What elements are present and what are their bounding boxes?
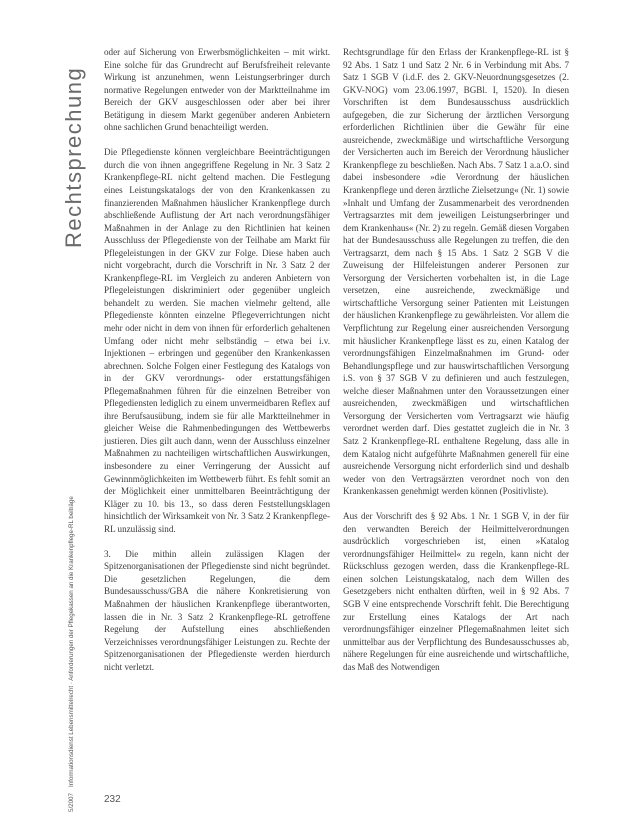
paragraph: Aus der Vorschrift des § 92 Abs. 1 Nr. 1 SGB V, in der für den verwandten Bereich der Heilmittelverordnungen ausdrücklich vorgeschrieben ist, einen »Katalog verordnungsfähiger Heilmittel« zu regeln, kann nicht der Rückschluss gezogen werden, dass die Krankenpflege-RL einen solchen Leistungskatalog, nach dem Willen des Gesetzgebers nicht enthalten dürften, weil in § 92 Abs. 7 SGB V eine entsprechende Vorschrift fehlt. Die Berechtigung zur Erstellung eines Katalogs der Art nach verordnungsfähiger einzelner Pflegemaßnahmen leitet sich unmittelbar aus der Verpflichtung des Bundesausschusses ab, nähere Regelungen für eine ausreichende und wirtschaftliche, das Maß des Notwendigen [343, 511, 569, 672]
right-text-column [343, 46, 569, 686]
left-text-column [104, 46, 330, 686]
paragraph: 3. Die mithin allein zulässigen Klagen der Spitzenorganisationen der Pflegedienste sind nicht begründet. Die gesetzlichen Regelungen, die dem Bundesausschuss/GBA die nähere Konkretisierung von Maßnahmen der häuslichen Krankenpflege überantworten, lassen die in Nr. 3 Satz 2 Krankenpflege-RL getroffene Regelung der Aufstellung eines abschließenden Verzeichnisses verordnungsfähiger Leistungen zu. Rechte der Spitzenorganisationen der Pflegedienste werden hierdurch nicht verletzt. [104, 548, 330, 672]
paragraph: Rechtsgrundlage für den Erlass der Krankenpflege-RL ist § 92 Abs. 1 Satz 1 und Satz 2 Nr. 6 in Verbindung mit Abs. 7 Satz 1 SGB V (i.d.F. des 2. GKV-Neuordnungsgesetzes (2. GKV-NOG) vom 23.06.1997, BGBl. I, 1520). In diesen Vorschriften ist dem Bundesausschuss ausdrücklich aufgegeben, die zur Sicherung der ärztlichen Versorgung erforderlichen Richtlinien über die Gewähr für eine ausreichende, zweckmäßige und wirtschaftliche Versorgung der Versicherten auch im Bereich der Verordnung häuslicher Krankenpflege zu beschließen. Nach Abs. 7 Satz 1 a.a.O. sind dabei insbesondere »die Verordnung der häuslichen Krankenpflege und deren ärztliche Zielsetzung« (Nr. 1) sowie »Inhalt und Umfang der Zusammenarbeit des verordnenden Vertragsarztes mit dem jeweiligen Leistungserbringer und dem Krankenhaus« (Nr. 2) zu regeln. Gemäß diesen Vorgaben hat der Bundesausschuss alle Regelungen zu treffen, die den Vertragsarzt, dem nach § 15 Abs. 1 Satz 2 SGB V die Zuweisung der Hilfeleistungen anderer Personen zur Versorgung der Versicherten vorbehalten ist, in die Lage versetzen, eine ausreichende, zweckmäßige und wirtschaftliche Versorgung seiner Patienten mit Leistungen der häuslichen Krankenpflege zu gewährleisten. Vor allem die Verpflichtung zur Regelung einer ausreichenden Versorgung mit häuslicher Krankenpflege lässt es zu, einen Katalog der verordnungsfähigen Einzelmaßnahmen im Grund- oder Behandlungspflege und zur hauswirtschaftlichen Versorgung i.S. von § 37 SGB V zu definieren und auch festzulegen, welche dieser Maßnahmen unter den Voraussetzungen einer ausreichenden, zweckmäßigen und wirtschaftlichen Versorgung der Versicherten vom Vertragsarzt wie häufig verordnet werden darf. Dies gestattet zugleich die in Nr. 3 Satz 2 Krankenpflege-RL enthaltene Regelung, dass alle in dem Katalog nicht aufgeführte Maßnahmen generell für eine ausreichende Versorgung nicht erforderlich sind und deshalb weder von den Vertragsärzten verordnet noch von den Krankenkassen genehmigt werden können (Positivliste). [343, 47, 569, 497]
journal-title: Informationsdienst Lebensmittelrecht · Anforderungen der Pflegekassen an die Krankenpflege-RL beiträge [68, 496, 75, 788]
page-number: 232 [104, 794, 121, 805]
paragraph: Die Pflegedienste können vergleichbare Beeinträchtigungen durch die von ihnen angegriffene Regelung in Nr. 3 Satz 2 Krankenpflege-RL nicht geltend machen. Die Festlegung eines Leistungskatalogs der von den Krankenkassen zu finanzierenden Maßnahmen häuslicher Krankenpflege durch abschließende Auflistung der Art nach verordnungsfähiger Maßnahmen in der Anlage zu den Richtlinien hat keinen Ausschluss der Pflegedienste von der Teilhabe am Markt für Pflegeleistungen in der GKV zur Folge. Diese haben auch nicht vorgebracht, durch die Vorschrift in Nr. 3 Satz 2 der Krankenpflege-RL im Vergleich zu anderen Anbietern von Pflegeleistungen diskriminiert oder gegenüber ungleich behandelt zu werden. Sie machen vielmehr geltend, alle Pflegedienste könnten einzelne Pflegeverrichtungen nicht mehr oder nicht in dem von ihnen für erforderlich gehaltenen Umfang oder nicht mehr selbständig – etwa bei i.v. Injektionen – erbringen und gegenüber den Krankenkassen abrechnen. Solche Folgen einer Festlegung des Katalogs von in der GKV verordnungs- oder erstattungsfähigen Pflegemaßnahmen führen für die einzelnen Betreiber von Pflegediensten lediglich zu einem unvermeidbaren Reflex auf ihre Berufsausübung, indem sie für alle Marktteilnehmer in gleicher Weise die Rahmenbedingungen des Wettbewerbs justieren. Dies gilt auch dann, wenn der Ausschluss einzelner Maßnahmen zu nachteiligen wirtschaftlichen Auswirkungen, insbesondere zu einer Verringerung der Aussicht auf Gewinnmöglichkeiten im Wettbewerb führt. Es fehlt somit an der Möglichkeit einer unmittelbaren Beeinträchtigung der Kläger zu 10. bis 13., so dass deren Feststellungsklagen hinsichtlich der Wirksamkeit von Nr. 3 Satz 2 Krankenpflege-RL unzulässig sind. [104, 147, 330, 534]
journal-running-head [68, 496, 75, 812]
paragraph: oder auf Sicherung von Erwerbsmöglichkeiten – mit wirkt. Eine solche für das Grundrecht auf Berufsfreiheit relevante Wirkung ist anzunehmen, wenn Leistungserbringer durch normative Regelungen entweder von der Marktteilnahme im Bereich der GKV ausgeschlossen oder aber bei ihrer Betätigung in diesem Markt gegenüber anderen Anbietern ohne sachlichen Grund benachteiligt werden. [104, 47, 330, 133]
section-title: Rechtsprechung [61, 66, 86, 248]
journal-year: 5/2007 [68, 793, 75, 812]
